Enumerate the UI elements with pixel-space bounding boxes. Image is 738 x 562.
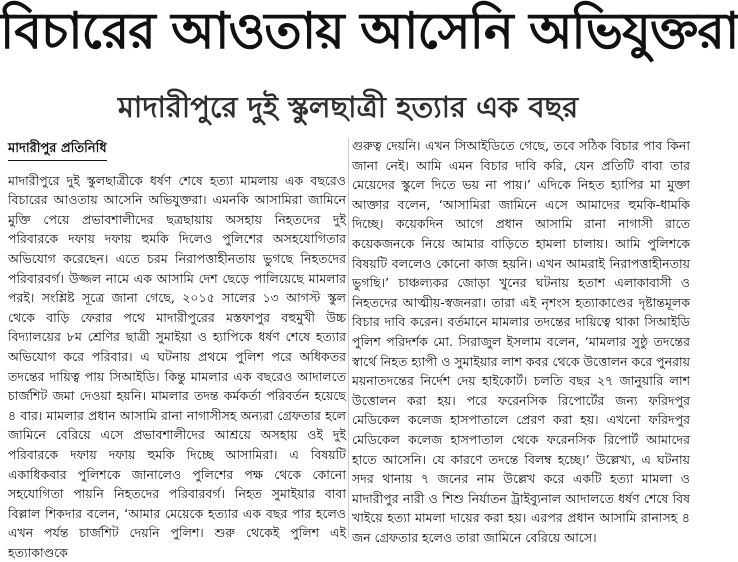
column-divider (348, 138, 349, 538)
article-body-left: মাদারীপুরে দুই স্কুলছাত্রীকে ধর্ষণ শেষে হত্যা মামলায় এক বছরেও বিচারের আওতায় আসেনি অভিযুক্তরা। এমনকি আসামিরা জামিনে মুক্তি পেয়ে প্রভাবশালীদের ছত্রছায়ায় অসহায় নিহতদের দুই পরিবারকে দফায় দফায় হুমকি দিলেও পুলিশের অসহযোগিতার অভিযোগ করেছেন। এতে চরম নিরাপত্তাহীনতায় ভুগছে নিহতদের পরিবারবর্গ। উজ্জল নামে এক আসামি দেশ ছেড়ে পালিয়েছে মামলার পরই। সংশ্লিষ্ট সূত্রে জানা গেছে, ২০১৫ সালের ১৩ আগস্ট স্কুল থেকে বাড়ি ফেরার পথে মাদারীপুরের মস্তফাপুর বহুমুখী উচ্চ বিদ্যালয়ের ৮ম শ্রেণির ছাত্রী সুমাইয়া ও হ্যাপিকে ধর্ষণ শেষে হত্যার অভিযোগ করে পরিবার। এ ঘটনায় প্রথমে পুলিশ পরে অধিকতর তদন্তের দায়িত্ব পায় সিআইডি। কিন্তু মামলার এক বছরেও আদালতে চার্জশিট জমা দেওয়া হয়নি। মামলার তদন্ত কর্মকর্তা পরিবর্তন হয়েছে ৪ বার। মামলার প্রধান আসামি রানা নাগাসীসহ অন্যরা গ্রেফতার হলে জামিনে বেরিয়ে এসে প্রভাবশালীদের আশ্রয়ে অসহায় ওই দুই পরিবারকে দফায় দফায় হুমকি দিচ্ছে আসামিরা। এ বিষয়টি একাধিকবার পুলিশকে জানালেও পুলিশের পক্ষ থেকে কোনো সহযোগিতা পায়নি নিহতদের পরিবারবর্গ। নিহত সুমাইয়ার বাবা বিল্লাল শিকদার বলেন, ‘আমার মেয়েকে হত্যার এক বছর পার হলেও এখন পর্যন্ত চার্জশিট দেয়নি পুলিশ। শুরু থেকেই পুলিশ এই হত্যাকাণ্ডকে (8, 172, 346, 560)
article-column-right (352, 136, 690, 545)
headline: বিচারের আওতায় আসেনি অভিযুক্তরা (0, 2, 738, 60)
byline: মাদারীপুর প্রতিনিধি (8, 139, 107, 161)
article-column-left (8, 138, 346, 560)
subheadline: মাদারীপুরে দুই স্কুলছাত্রী হত্যার এক বছর (117, 90, 579, 124)
article-body-right: গুরুত্ব দেয়নি। এখন সিআইডিতে গেছে, তবে সঠিক বিচার পাব কিনা জানা নেই। আমি এমন বিচার দাবি করি, যেন প্রতিটি বাবা তার মেয়েদের স্কুলে দিতে ভয় না পায়।’ এদিকে নিহত হ্যাপির মা মুক্তা আক্তার বলেন, ‘আসামিরা জামিনে এসে আমাদের হুমকি-ধামকি দিচ্ছে। কয়েকদিন আগে প্রধান আসামি রানা নাগাসী রাতে কয়েকজনকে নিয়ে আমার বাড়িতে হামলা চালায়। আমি পুলিশকে বিষয়টি বললেও কোনো কাজ হয়নি। এখন আমরাই নিরাপত্তাহীনতায় ভুগছি।’ চাঞ্চল্যকর জোড়া খুনের ঘটনায় হতাশ এলাকাবাসী ও নিহতদের আত্মীয়-স্বজনরা। তারা এই নৃশংস হত্যাকাণ্ডের দৃষ্টান্তমূলক বিচার দাবি করেন। বর্তমানে মামলার তদন্তের দায়িত্বে থাকা সিআইডি পুলিশ পরিদর্শক মো. সিরাজুল ইসলাম বলেন, ‘মামলার সুষ্ঠু তদন্তের স্বার্থে নিহত হ্যাপী ও সুমাইয়ার লাশ কবর থেকে উত্তোলন করে পুনরায় ময়নাতদন্তের নির্দেশ দেয় হাইকোর্ট। চলতি বছর ২৭ জানুয়ারি লাশ উত্তোলন করা হয়। পরে ফরেনসিক রিপোর্টের জন্য ফরিদপুর মেডিকেল কলেজ হাসপাতালে প্রেরণ করা হয়। এখনো ফরিদপুর মেডিকেল কলেজ হাসপাতাল থেকে ফরেনসিক রিপোর্ট আমাদের হাতে আসেনি। যে কারণে তদন্তে বিলম্ব হচ্ছে।’ উল্লেখ্য, এ ঘটনায় সদর থানায় ৭ জনের নাম উল্লেখ করে একটি হত্যা মামলা ও মাদারীপুর নারী ও শিশু নির্যাতন ট্রাইব্যুনাল আদালতে ধর্ষণ শেষে বিষ খাইয়ে হত্যা মামলা দায়ের করা হয়। এরপর প্রধান আসামি রানাসহ ৪ জন গ্রেফতার হলেও তারা জামিনে বেরিয়ে আসে। (352, 138, 690, 545)
